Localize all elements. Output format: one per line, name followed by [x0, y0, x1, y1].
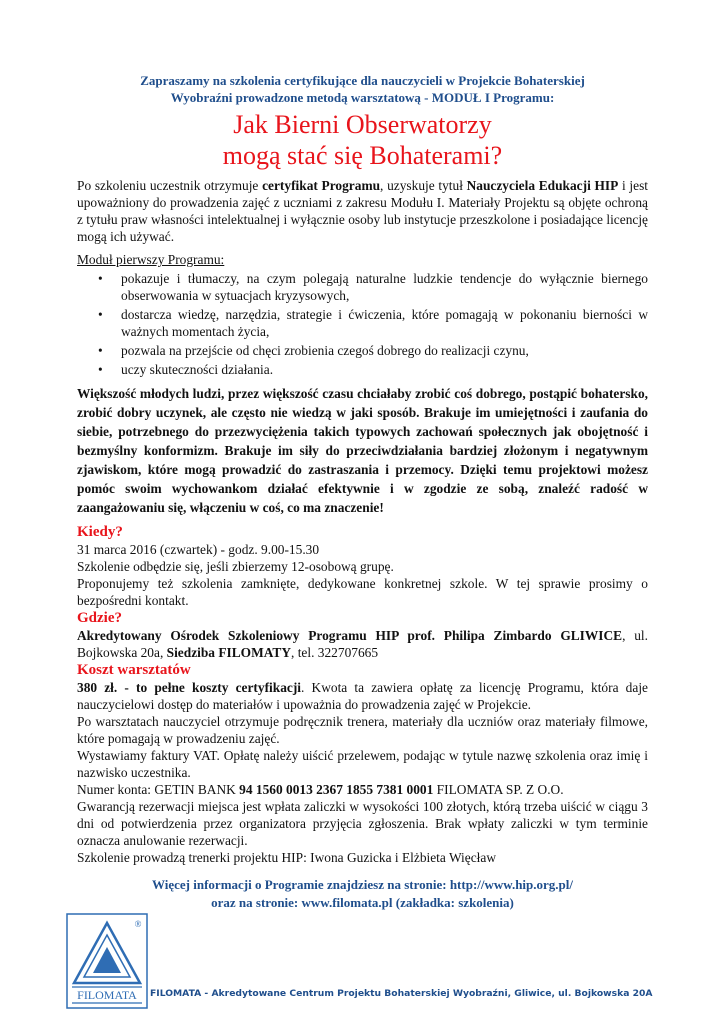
filomata-logo-icon — [66, 913, 148, 1009]
module-list — [77, 270, 648, 378]
more-info-link-filomata[interactable]: oraz na stronie: www.filomata.pl (zakładka: szkolenia) — [211, 895, 514, 910]
costs-invoice: Wystawiamy faktury VAT. Opłatę należy uiścić przelewem, podając w tytule nazwę szkolenia oraz imię i nazwisko uczestnika. — [77, 748, 648, 780]
footer: FILOMATA - Akredytowane Centrum Projektu Bohaterskiej Wyobraźni, Gliwice, ul. Bojkowska 20A — [150, 988, 653, 999]
when-closed: Proponujemy też szkolenia zamknięte, dedykowane konkretnej szkole. W tej sprawie prosimy o bezpośredni kontakt. — [77, 576, 648, 608]
intro-line-2: Wyobraźni prowadzone metodą warsztatową - MODUŁ I Programu: — [170, 90, 555, 105]
where-address: Akredytowany Ośrodek Szkoleniowy Programu HIP prof. Philipa Zimbardo GLIWICE, ul. Bojkowska 20a, Siedziba FILOMATY, tel. 322707665 — [77, 628, 648, 660]
more-info — [77, 876, 648, 912]
flyer-content — [77, 72, 648, 912]
bullet-icon: • — [98, 307, 103, 322]
main-title — [77, 109, 648, 171]
title-line-1: Jak Bierni Obserwatorzy — [233, 110, 492, 139]
filomata-logo — [66, 913, 148, 1009]
bullet-icon: • — [98, 271, 103, 286]
list-item: • dostarcza wiedzę, narzędzia, strategie i ćwiczenia, które pomagają w pokonaniu bierności w ważnych momentach życia, — [98, 307, 648, 339]
list-item: • pozwala na przejście od chęci zrobienia czegoś dobrego do realizacji czynu, — [98, 343, 529, 358]
logo-wordmark: FILOMATA — [77, 988, 137, 1002]
intro-line-1: Zapraszamy na szkolenia certyfikujące dla nauczycieli w Projekcie Bohaterskiej — [140, 73, 585, 88]
costs-price: 380 zł. - to pełne koszty certyfikacji. Kwota ta zawiera opłatę za licencję Programu, która daje nauczycielowi dostęp do materiałów i upoważnia do prowadzenia zajęć w Projekcie. — [77, 680, 648, 712]
certificate-paragraph: Po szkoleniu uczestnik otrzymuje certyfikat Programu, uzyskuje tytuł Nauczyciela Edukacji HIP i jest upoważniony do prowadzenia zajęć z uczniami z zakresu Modułu I. Materiały Projektu są objęte ochroną z tytułu praw własności intelektualnej i wyłącznie osoby lub instytucje przeszkolone i posiadające licencję mogą ich używać. — [77, 178, 649, 244]
intro-heading — [77, 72, 648, 106]
bullet-icon: • — [98, 362, 103, 377]
where-heading: Gdzie? — [77, 610, 122, 626]
when-heading: Kiedy? — [77, 524, 123, 540]
trainers-info: Szkolenie prowadzą trenerki projektu HIP: Iwona Guzicka i Elżbieta Więcław — [77, 850, 496, 865]
account-number: Numer konta: GETIN BANK 94 1560 0013 2367 1855 7381 0001 FILOMATA SP. Z O.O. — [77, 782, 564, 797]
when-group: Szkolenie odbędzie się, jeśli zbierzemy 12-osobową grupę. — [77, 559, 394, 574]
module-heading: Moduł pierwszy Programu: — [77, 252, 225, 267]
title-line-2: mogą stać się Bohaterami? — [222, 141, 503, 170]
bold-paragraph: Większość młodych ludzi, przez większość czasu chciałaby zrobić coś dobrego, postąpić bohatersko, zrobić dobry uczynek, ale często nie wiedzą w jaki sposób. Brakuje im umiejętności i zaufania do siebie, potrzebnego do przezwyciężenia takich typowych zachowań społecznych jak obojętność i bezmyślny konformizm. Brakuje im siły do przeciwdziałania bardziej złożonym i negatywnym zjawiskom, które mogą prowadzić do zastraszania i przemocy. Dzięki temu projektowi możesz pomóc swoim wychowankom działać efektywnie i w zgodzie ze sobą, znaleźć radość w zaangażowaniu się, włączeniu w coś, co ma znaczenie! — [77, 386, 648, 515]
list-item: • pokazuje i tłumaczy, na czym polegają naturalne ludzkie tendencje do wyłącznie biernego obserwowania w sytuacjach kryzysowych, — [98, 271, 648, 303]
registered-mark: ® — [134, 919, 142, 929]
reservation-info: Gwarancją rezerwacji miejsca jest wpłata zaliczki w wysokości 100 złotych, którą trzeba uiścić w ciągu 3 dni od potwierdzenia przez organizatora przyjęcia zgłoszenia. Brak wpłaty zaliczki w tym terminie oznacza anulowanie rezerwacji. — [77, 799, 648, 848]
more-info-link-hip[interactable]: Więcej informacji o Programie znajdziesz na stronie: http://www.hip.org.pl/ — [151, 877, 573, 892]
bullet-icon: • — [98, 343, 103, 358]
list-item: • uczy skuteczności działania. — [98, 362, 274, 377]
costs-handbook: Po warsztatach nauczyciel otrzymuje podręcznik trenera, materiały dla uczniów oraz materiały filmowe, które pomagają w prowadzeniu zajęć. — [77, 714, 648, 746]
when-date: 31 marca 2016 (czwartek) - godz. 9.00-15.30 — [77, 542, 320, 557]
costs-heading: Koszt warsztatów — [77, 662, 191, 678]
